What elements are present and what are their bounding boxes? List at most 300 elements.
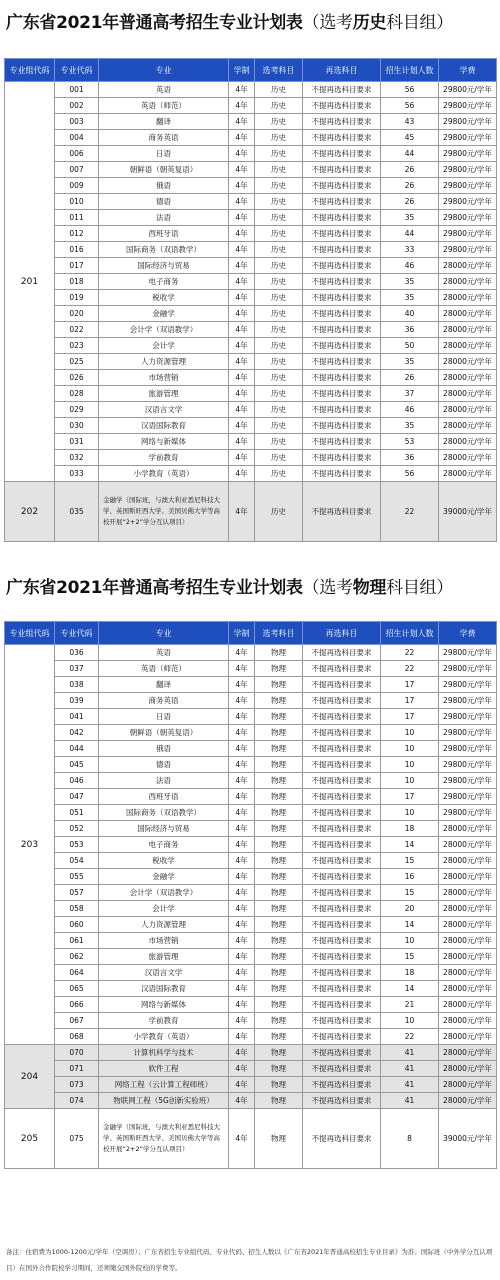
required-subject: 历史 bbox=[255, 450, 303, 466]
additional-requirement: 不提再选科目要求 bbox=[303, 1029, 381, 1045]
major-name: 物联网工程（5G创新实验班） bbox=[99, 1093, 229, 1109]
required-subject: 物理 bbox=[255, 837, 303, 853]
table-header-row bbox=[5, 622, 497, 645]
duration: 4年 bbox=[229, 1061, 255, 1077]
tuition: 29800元/学年 bbox=[439, 114, 497, 130]
required-subject: 历史 bbox=[255, 370, 303, 386]
additional-requirement: 不提再选科目要求 bbox=[303, 837, 381, 853]
enrollment-plan: 40 bbox=[381, 306, 439, 322]
duration: 4年 bbox=[229, 194, 255, 210]
tuition: 29800元/学年 bbox=[439, 210, 497, 226]
additional-requirement: 不提再选科目要求 bbox=[303, 965, 381, 981]
table-row bbox=[5, 917, 497, 933]
tuition: 28000元/学年 bbox=[439, 306, 497, 322]
duration: 4年 bbox=[229, 98, 255, 114]
tuition: 28000元/学年 bbox=[439, 354, 497, 370]
tuition: 28000元/学年 bbox=[439, 338, 497, 354]
tuition: 28000元/学年 bbox=[439, 965, 497, 981]
column-header: 专业组代码 bbox=[5, 622, 55, 645]
required-subject: 历史 bbox=[255, 226, 303, 242]
table-row bbox=[5, 402, 497, 418]
enrollment-plan: 18 bbox=[381, 965, 439, 981]
required-subject: 历史 bbox=[255, 290, 303, 306]
additional-requirement: 不提再选科目要求 bbox=[303, 130, 381, 146]
duration: 4年 bbox=[229, 242, 255, 258]
tuition: 28000元/学年 bbox=[439, 1013, 497, 1029]
enrollment-plan: 53 bbox=[381, 434, 439, 450]
table-row bbox=[5, 837, 497, 853]
tuition: 39000元/学年 bbox=[439, 482, 497, 542]
duration: 4年 bbox=[229, 853, 255, 869]
required-subject: 历史 bbox=[255, 242, 303, 258]
additional-requirement: 不提再选科目要求 bbox=[303, 709, 381, 725]
table-row bbox=[5, 949, 497, 965]
additional-requirement: 不提再选科目要求 bbox=[303, 194, 381, 210]
major-code: 042 bbox=[55, 725, 99, 741]
additional-requirement: 不提再选科目要求 bbox=[303, 386, 381, 402]
column-header: 招生计划人数 bbox=[381, 622, 439, 645]
required-subject: 历史 bbox=[255, 306, 303, 322]
tuition: 29800元/学年 bbox=[439, 677, 497, 693]
tuition: 39000元/学年 bbox=[439, 1109, 497, 1169]
required-subject: 物理 bbox=[255, 805, 303, 821]
additional-requirement: 不提再选科目要求 bbox=[303, 258, 381, 274]
major-code: 035 bbox=[55, 482, 99, 542]
additional-requirement: 不提再选科目要求 bbox=[303, 1093, 381, 1109]
table-row bbox=[5, 661, 497, 677]
tuition: 29800元/学年 bbox=[439, 805, 497, 821]
major-code: 054 bbox=[55, 853, 99, 869]
additional-requirement: 不提再选科目要求 bbox=[303, 114, 381, 130]
major-name: 俄语 bbox=[99, 741, 229, 757]
duration: 4年 bbox=[229, 725, 255, 741]
enrollment-plan: 21 bbox=[381, 997, 439, 1013]
enrollment-plan: 16 bbox=[381, 869, 439, 885]
major-code: 001 bbox=[55, 82, 99, 98]
required-subject: 物理 bbox=[255, 1093, 303, 1109]
required-subject: 历史 bbox=[255, 322, 303, 338]
tuition: 28000元/学年 bbox=[439, 997, 497, 1013]
duration: 4年 bbox=[229, 949, 255, 965]
table-row bbox=[5, 1061, 497, 1077]
duration: 4年 bbox=[229, 965, 255, 981]
tuition: 28000元/学年 bbox=[439, 933, 497, 949]
required-subject: 物理 bbox=[255, 1013, 303, 1029]
major-code: 026 bbox=[55, 370, 99, 386]
major-name: 汉语言文学 bbox=[99, 965, 229, 981]
duration: 4年 bbox=[229, 837, 255, 853]
table-row bbox=[5, 869, 497, 885]
table-row bbox=[5, 466, 497, 482]
required-subject: 历史 bbox=[255, 82, 303, 98]
duration: 4年 bbox=[229, 210, 255, 226]
duration: 4年 bbox=[229, 1013, 255, 1029]
major-code: 055 bbox=[55, 869, 99, 885]
required-subject: 物理 bbox=[255, 645, 303, 661]
table-row bbox=[5, 130, 497, 146]
table-row bbox=[5, 274, 497, 290]
table-row bbox=[5, 210, 497, 226]
duration: 4年 bbox=[229, 789, 255, 805]
tuition: 29800元/学年 bbox=[439, 693, 497, 709]
major-name: 德语 bbox=[99, 194, 229, 210]
tuition: 28000元/学年 bbox=[439, 290, 497, 306]
tuition: 28000元/学年 bbox=[439, 885, 497, 901]
duration: 4年 bbox=[229, 354, 255, 370]
enrollment-plan: 56 bbox=[381, 98, 439, 114]
enrollment-plan: 33 bbox=[381, 242, 439, 258]
table-row bbox=[5, 1077, 497, 1093]
additional-requirement: 不提再选科目要求 bbox=[303, 981, 381, 997]
tuition: 29800元/学年 bbox=[439, 757, 497, 773]
major-code: 047 bbox=[55, 789, 99, 805]
column-header: 专业 bbox=[99, 622, 229, 645]
additional-requirement: 不提再选科目要求 bbox=[303, 146, 381, 162]
major-code: 029 bbox=[55, 402, 99, 418]
major-name: 金融学（国际班，与澳大利亚悉尼科技大学、英国斯旺西大学、美国贝佛大学等高校开展“2+2”学分互认项目） bbox=[99, 1109, 229, 1169]
additional-requirement: 不提再选科目要求 bbox=[303, 1013, 381, 1029]
major-code: 051 bbox=[55, 805, 99, 821]
table-row bbox=[5, 146, 497, 162]
major-code: 045 bbox=[55, 757, 99, 773]
tuition: 28000元/学年 bbox=[439, 981, 497, 997]
table-header-row bbox=[5, 59, 497, 82]
major-name: 西班牙语 bbox=[99, 789, 229, 805]
tuition: 28000元/学年 bbox=[439, 917, 497, 933]
additional-requirement: 不提再选科目要求 bbox=[303, 901, 381, 917]
enrollment-plan: 10 bbox=[381, 773, 439, 789]
duration: 4年 bbox=[229, 386, 255, 402]
required-subject: 物理 bbox=[255, 901, 303, 917]
plan-table-history bbox=[4, 58, 497, 542]
required-subject: 物理 bbox=[255, 949, 303, 965]
major-name: 英语（师范） bbox=[99, 661, 229, 677]
duration: 4年 bbox=[229, 757, 255, 773]
major-code: 058 bbox=[55, 901, 99, 917]
enrollment-plan: 22 bbox=[381, 661, 439, 677]
major-name: 学前教育 bbox=[99, 450, 229, 466]
plan-table-physics bbox=[4, 621, 497, 1169]
major-name: 英语 bbox=[99, 82, 229, 98]
tuition: 28000元/学年 bbox=[439, 450, 497, 466]
tuition: 28000元/学年 bbox=[439, 1045, 497, 1061]
major-code: 041 bbox=[55, 709, 99, 725]
major-code: 068 bbox=[55, 1029, 99, 1045]
additional-requirement: 不提再选科目要求 bbox=[303, 821, 381, 837]
table-row bbox=[5, 1013, 497, 1029]
required-subject: 物理 bbox=[255, 869, 303, 885]
additional-requirement: 不提再选科目要求 bbox=[303, 178, 381, 194]
major-code: 004 bbox=[55, 130, 99, 146]
required-subject: 物理 bbox=[255, 725, 303, 741]
required-subject: 历史 bbox=[255, 146, 303, 162]
major-name: 税收学 bbox=[99, 853, 229, 869]
duration: 4年 bbox=[229, 130, 255, 146]
duration: 4年 bbox=[229, 885, 255, 901]
additional-requirement: 不提再选科目要求 bbox=[303, 853, 381, 869]
required-subject: 物理 bbox=[255, 997, 303, 1013]
major-code: 019 bbox=[55, 290, 99, 306]
duration: 4年 bbox=[229, 482, 255, 542]
table-row bbox=[5, 997, 497, 1013]
table-row bbox=[5, 1093, 497, 1109]
enrollment-plan: 14 bbox=[381, 837, 439, 853]
major-name: 税收学 bbox=[99, 290, 229, 306]
required-subject: 历史 bbox=[255, 418, 303, 434]
required-subject: 历史 bbox=[255, 162, 303, 178]
major-code: 030 bbox=[55, 418, 99, 434]
required-subject: 物理 bbox=[255, 757, 303, 773]
additional-requirement: 不提再选科目要求 bbox=[303, 418, 381, 434]
required-subject: 历史 bbox=[255, 402, 303, 418]
group-code: 203 bbox=[5, 645, 55, 1045]
column-header: 再选科目 bbox=[303, 622, 381, 645]
major-name: 汉语国际教育 bbox=[99, 981, 229, 997]
tuition: 28000元/学年 bbox=[439, 274, 497, 290]
table-row bbox=[5, 901, 497, 917]
enrollment-plan: 26 bbox=[381, 194, 439, 210]
major-name: 日语 bbox=[99, 146, 229, 162]
table-row bbox=[5, 418, 497, 434]
enrollment-plan: 35 bbox=[381, 354, 439, 370]
major-name: 人力资源管理 bbox=[99, 917, 229, 933]
major-name: 学前教育 bbox=[99, 1013, 229, 1029]
required-subject: 历史 bbox=[255, 434, 303, 450]
additional-requirement: 不提再选科目要求 bbox=[303, 482, 381, 542]
required-subject: 物理 bbox=[255, 1109, 303, 1169]
enrollment-plan: 8 bbox=[381, 1109, 439, 1169]
table-row bbox=[5, 853, 497, 869]
enrollment-plan: 43 bbox=[381, 114, 439, 130]
enrollment-plan: 22 bbox=[381, 1029, 439, 1045]
duration: 4年 bbox=[229, 661, 255, 677]
major-code: 028 bbox=[55, 386, 99, 402]
tuition: 29800元/学年 bbox=[439, 741, 497, 757]
major-code: 010 bbox=[55, 194, 99, 210]
title-post: 科目组） bbox=[386, 13, 453, 33]
required-subject: 物理 bbox=[255, 933, 303, 949]
duration: 4年 bbox=[229, 997, 255, 1013]
table-row bbox=[5, 370, 497, 386]
tuition: 28000元/学年 bbox=[439, 386, 497, 402]
major-code: 057 bbox=[55, 885, 99, 901]
duration: 4年 bbox=[229, 805, 255, 821]
column-header: 学制 bbox=[229, 622, 255, 645]
required-subject: 物理 bbox=[255, 965, 303, 981]
major-name: 电子商务 bbox=[99, 274, 229, 290]
table-row bbox=[5, 322, 497, 338]
duration: 4年 bbox=[229, 338, 255, 354]
enrollment-plan: 36 bbox=[381, 450, 439, 466]
table-row bbox=[5, 725, 497, 741]
additional-requirement: 不提再选科目要求 bbox=[303, 917, 381, 933]
major-code: 039 bbox=[55, 693, 99, 709]
title-pre: （选考 bbox=[302, 578, 353, 598]
duration: 4年 bbox=[229, 114, 255, 130]
column-header: 选考科目 bbox=[255, 622, 303, 645]
major-code: 066 bbox=[55, 997, 99, 1013]
duration: 4年 bbox=[229, 226, 255, 242]
major-code: 007 bbox=[55, 162, 99, 178]
additional-requirement: 不提再选科目要求 bbox=[303, 677, 381, 693]
major-code: 044 bbox=[55, 741, 99, 757]
major-code: 060 bbox=[55, 917, 99, 933]
column-header: 选考科目 bbox=[255, 59, 303, 82]
duration: 4年 bbox=[229, 901, 255, 917]
enrollment-plan: 10 bbox=[381, 725, 439, 741]
duration: 4年 bbox=[229, 773, 255, 789]
tuition: 29800元/学年 bbox=[439, 178, 497, 194]
major-code: 017 bbox=[55, 258, 99, 274]
title-subject: 物理 bbox=[352, 578, 387, 598]
table-row bbox=[5, 773, 497, 789]
table-row bbox=[5, 645, 497, 661]
tuition: 29800元/学年 bbox=[439, 162, 497, 178]
duration: 4年 bbox=[229, 869, 255, 885]
additional-requirement: 不提再选科目要求 bbox=[303, 885, 381, 901]
additional-requirement: 不提再选科目要求 bbox=[303, 725, 381, 741]
major-name: 金融学（国际班，与澳大利亚悉尼科技大学、英国斯旺西大学、美国贝佛大学等高校开展“2+2”学分互认项目） bbox=[99, 482, 229, 542]
additional-requirement: 不提再选科目要求 bbox=[303, 757, 381, 773]
major-code: 022 bbox=[55, 322, 99, 338]
major-code: 023 bbox=[55, 338, 99, 354]
major-name: 会计学（双语教学） bbox=[99, 885, 229, 901]
table-row bbox=[5, 98, 497, 114]
enrollment-plan: 10 bbox=[381, 757, 439, 773]
additional-requirement: 不提再选科目要求 bbox=[303, 290, 381, 306]
enrollment-plan: 46 bbox=[381, 258, 439, 274]
major-name: 软件工程 bbox=[99, 1061, 229, 1077]
major-name: 金融学 bbox=[99, 869, 229, 885]
major-name: 俄语 bbox=[99, 178, 229, 194]
additional-requirement: 不提再选科目要求 bbox=[303, 1077, 381, 1093]
required-subject: 历史 bbox=[255, 386, 303, 402]
major-name: 市场营销 bbox=[99, 933, 229, 949]
enrollment-plan: 14 bbox=[381, 917, 439, 933]
major-code: 071 bbox=[55, 1061, 99, 1077]
major-code: 073 bbox=[55, 1077, 99, 1093]
duration: 4年 bbox=[229, 821, 255, 837]
duration: 4年 bbox=[229, 1029, 255, 1045]
additional-requirement: 不提再选科目要求 bbox=[303, 306, 381, 322]
major-name: 旅游管理 bbox=[99, 949, 229, 965]
title-main: 广东省2021年普通高考招生专业计划表 bbox=[6, 13, 303, 33]
table-row bbox=[5, 805, 497, 821]
duration: 4年 bbox=[229, 162, 255, 178]
table-row bbox=[5, 677, 497, 693]
enrollment-plan: 41 bbox=[381, 1045, 439, 1061]
additional-requirement: 不提再选科目要求 bbox=[303, 466, 381, 482]
required-subject: 历史 bbox=[255, 114, 303, 130]
additional-requirement: 不提再选科目要求 bbox=[303, 741, 381, 757]
major-name: 朝鲜语（朝英复语） bbox=[99, 725, 229, 741]
required-subject: 物理 bbox=[255, 885, 303, 901]
duration: 4年 bbox=[229, 981, 255, 997]
additional-requirement: 不提再选科目要求 bbox=[303, 354, 381, 370]
additional-requirement: 不提再选科目要求 bbox=[303, 805, 381, 821]
major-code: 009 bbox=[55, 178, 99, 194]
major-name: 金融学 bbox=[99, 306, 229, 322]
additional-requirement: 不提再选科目要求 bbox=[303, 434, 381, 450]
table-row bbox=[5, 258, 497, 274]
enrollment-plan: 41 bbox=[381, 1077, 439, 1093]
additional-requirement: 不提再选科目要求 bbox=[303, 98, 381, 114]
duration: 4年 bbox=[229, 917, 255, 933]
major-code: 064 bbox=[55, 965, 99, 981]
additional-requirement: 不提再选科目要求 bbox=[303, 1109, 381, 1169]
table-row bbox=[5, 290, 497, 306]
tuition: 28000元/学年 bbox=[439, 322, 497, 338]
additional-requirement: 不提再选科目要求 bbox=[303, 210, 381, 226]
tuition: 28000元/学年 bbox=[439, 434, 497, 450]
table-row bbox=[5, 386, 497, 402]
major-code: 006 bbox=[55, 146, 99, 162]
title-post: 科目组） bbox=[386, 578, 453, 598]
duration: 4年 bbox=[229, 709, 255, 725]
duration: 4年 bbox=[229, 274, 255, 290]
major-code: 037 bbox=[55, 661, 99, 677]
required-subject: 物理 bbox=[255, 1061, 303, 1077]
additional-requirement: 不提再选科目要求 bbox=[303, 789, 381, 805]
major-name: 翻译 bbox=[99, 677, 229, 693]
tuition: 29800元/学年 bbox=[439, 645, 497, 661]
group-code: 202 bbox=[5, 482, 55, 542]
table-row bbox=[5, 178, 497, 194]
enrollment-plan: 35 bbox=[381, 210, 439, 226]
additional-requirement: 不提再选科目要求 bbox=[303, 693, 381, 709]
required-subject: 历史 bbox=[255, 274, 303, 290]
title-pre: （选考 bbox=[302, 13, 353, 33]
required-subject: 物理 bbox=[255, 773, 303, 789]
required-subject: 物理 bbox=[255, 1029, 303, 1045]
major-name: 网络与新媒体 bbox=[99, 434, 229, 450]
enrollment-plan: 45 bbox=[381, 130, 439, 146]
tuition: 29800元/学年 bbox=[439, 709, 497, 725]
table-row bbox=[5, 693, 497, 709]
duration: 4年 bbox=[229, 933, 255, 949]
additional-requirement: 不提再选科目要求 bbox=[303, 162, 381, 178]
enrollment-plan: 50 bbox=[381, 338, 439, 354]
additional-requirement: 不提再选科目要求 bbox=[303, 997, 381, 1013]
major-name: 法语 bbox=[99, 773, 229, 789]
major-code: 031 bbox=[55, 434, 99, 450]
table-row bbox=[5, 114, 497, 130]
enrollment-plan: 18 bbox=[381, 821, 439, 837]
duration: 4年 bbox=[229, 290, 255, 306]
enrollment-plan: 22 bbox=[381, 645, 439, 661]
tuition: 28000元/学年 bbox=[439, 370, 497, 386]
major-code: 046 bbox=[55, 773, 99, 789]
major-name: 商务英语 bbox=[99, 130, 229, 146]
enrollment-plan: 20 bbox=[381, 901, 439, 917]
enrollment-plan: 37 bbox=[381, 386, 439, 402]
major-code: 016 bbox=[55, 242, 99, 258]
additional-requirement: 不提再选科目要求 bbox=[303, 450, 381, 466]
group-code: 205 bbox=[5, 1109, 55, 1169]
tuition: 28000元/学年 bbox=[439, 402, 497, 418]
enrollment-plan: 10 bbox=[381, 741, 439, 757]
major-code: 032 bbox=[55, 450, 99, 466]
enrollment-plan: 36 bbox=[381, 322, 439, 338]
duration: 4年 bbox=[229, 450, 255, 466]
enrollment-plan: 17 bbox=[381, 693, 439, 709]
tuition: 28000元/学年 bbox=[439, 1077, 497, 1093]
duration: 4年 bbox=[229, 82, 255, 98]
column-header: 学费 bbox=[439, 622, 497, 645]
tuition: 28000元/学年 bbox=[439, 949, 497, 965]
required-subject: 物理 bbox=[255, 661, 303, 677]
required-subject: 物理 bbox=[255, 821, 303, 837]
